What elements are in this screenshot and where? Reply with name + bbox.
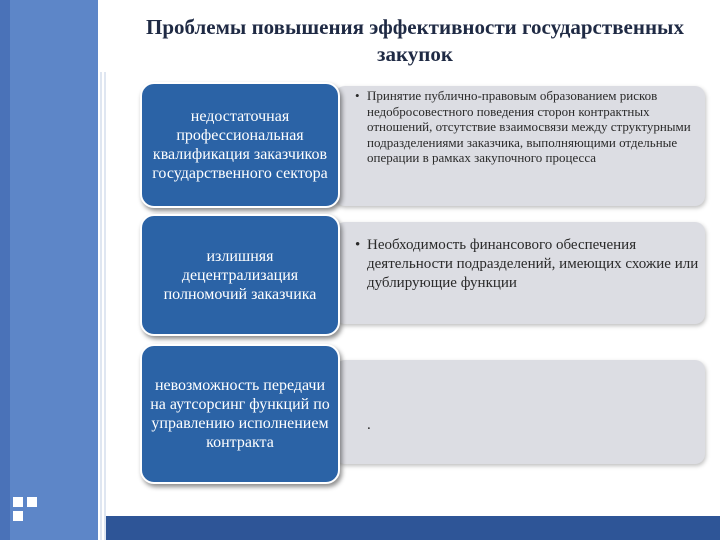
bullet-icon: • — [355, 237, 361, 253]
sidebar-stripe — [0, 0, 10, 540]
divider-line — [100, 0, 102, 540]
description-box-3 — [335, 360, 705, 464]
problem-label: излишняя децентрализация полномочий заказчика — [163, 247, 317, 303]
description-text-1 — [355, 88, 700, 166]
description-label: . — [367, 417, 371, 433]
problem-box-1 — [140, 82, 340, 208]
divider-line — [104, 0, 106, 540]
description-label: Необходимость финансового обеспечения деятельности подразделений, имеющих схожие или дублирующие функции — [367, 237, 699, 291]
problem-label: недостаточная профессиональная квалификация заказчиков государственного сектора — [152, 108, 328, 182]
description-box-2 — [335, 222, 705, 324]
description-text-2 — [355, 236, 700, 293]
squares-logo-icon — [13, 497, 43, 527]
problem-box-2 — [140, 214, 340, 336]
slide-title: Проблемы повышения эффективности государственных закупок — [146, 15, 684, 66]
footer-bar — [106, 516, 720, 540]
problem-label: невозможность передачи на аутсорсинг функций по управлению исполнением контракта — [150, 377, 330, 451]
sidebar-band — [0, 0, 98, 540]
description-box-1 — [335, 86, 705, 206]
problem-box-3 — [140, 344, 340, 484]
description-text-3 — [355, 416, 700, 435]
description-label: Принятие публично-правовым образованием рисков недобросовестного поведения сторон контрактных отношений, отсутствие взаимосвязи между структурными подразделениями заказчика, выполняющими отдельные операции в рамках закупочного процесса — [367, 88, 691, 165]
bullet-icon: • — [355, 88, 360, 103]
